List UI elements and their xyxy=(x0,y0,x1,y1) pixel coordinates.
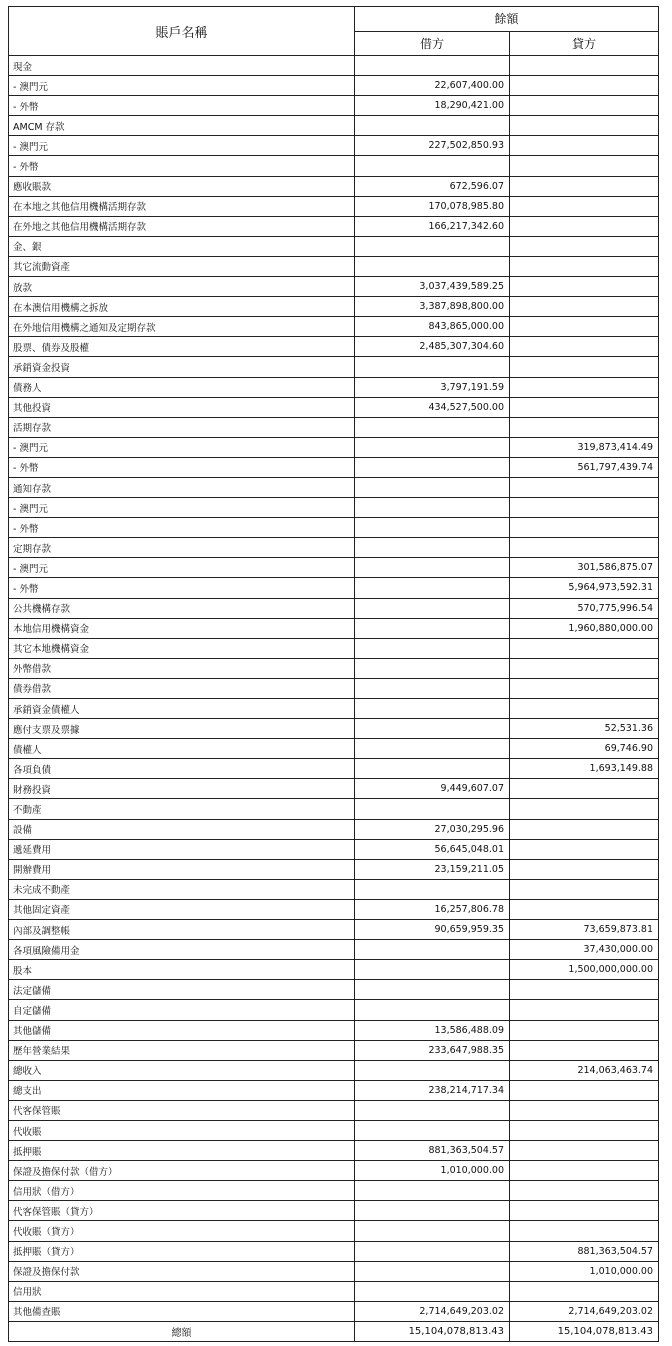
debit-cell xyxy=(355,960,510,980)
credit-cell xyxy=(510,638,659,658)
account-name-cell: 其他備查賬 xyxy=(9,1301,355,1321)
table-row xyxy=(9,618,659,638)
debit-cell xyxy=(355,799,510,819)
credit-cell xyxy=(510,779,659,799)
account-name-cell: 各項負債 xyxy=(9,759,355,779)
debit-cell xyxy=(355,658,510,678)
debit-cell xyxy=(355,678,510,698)
account-name-cell: 代客保管賬（貸方） xyxy=(9,1201,355,1221)
account-name-cell: 未完成不動產 xyxy=(9,879,355,899)
debit-cell: 3,037,439,589.25 xyxy=(355,277,510,297)
table-row xyxy=(9,940,659,960)
table-row xyxy=(9,1020,659,1040)
table-row xyxy=(9,960,659,980)
table-body xyxy=(9,56,659,1322)
credit-cell: 881,363,504.57 xyxy=(510,1241,659,1261)
account-name-cell: 通知存款 xyxy=(9,477,355,497)
table-row xyxy=(9,1141,659,1161)
table-row xyxy=(9,317,659,337)
credit-cell: 1,500,000,000.00 xyxy=(510,960,659,980)
account-name-cell: 信用狀 xyxy=(9,1281,355,1301)
account-name-cell: 公共機構存款 xyxy=(9,598,355,618)
table-row xyxy=(9,1241,659,1261)
account-name-cell: 其他儲備 xyxy=(9,1020,355,1040)
table-row xyxy=(9,377,659,397)
table-row xyxy=(9,518,659,538)
credit-cell: 1,960,880,000.00 xyxy=(510,618,659,638)
table-row xyxy=(9,1100,659,1120)
table-row xyxy=(9,477,659,497)
debit-cell xyxy=(355,417,510,437)
account-name-cell: 股票、債券及股權 xyxy=(9,337,355,357)
account-name-cell: 放款 xyxy=(9,277,355,297)
header-debit: 借方 xyxy=(355,31,510,56)
credit-cell xyxy=(510,1161,659,1181)
header-balance: 餘額 xyxy=(355,7,659,32)
debit-cell xyxy=(355,1281,510,1301)
credit-cell xyxy=(510,357,659,377)
credit-cell xyxy=(510,176,659,196)
table-row xyxy=(9,176,659,196)
debit-cell: 2,714,649,203.02 xyxy=(355,1301,510,1321)
debit-cell xyxy=(355,719,510,739)
credit-cell xyxy=(510,56,659,76)
table-row xyxy=(9,256,659,276)
account-name-cell: AMCM 存款 xyxy=(9,116,355,136)
table-row xyxy=(9,819,659,839)
debit-cell xyxy=(355,739,510,759)
account-name-cell: - 澳門元 xyxy=(9,136,355,156)
table-row xyxy=(9,437,659,457)
account-name-cell: 代客保管賬 xyxy=(9,1100,355,1120)
account-name-cell: 債權人 xyxy=(9,739,355,759)
table-row xyxy=(9,1181,659,1201)
credit-cell xyxy=(510,658,659,678)
credit-cell: 52,531.36 xyxy=(510,719,659,739)
debit-cell xyxy=(355,498,510,518)
account-name-cell: 抵押賬（貸方） xyxy=(9,1241,355,1261)
table-row xyxy=(9,759,659,779)
credit-cell: 319,873,414.49 xyxy=(510,437,659,457)
table-row xyxy=(9,839,659,859)
account-name-cell: 在外地之其他信用機構活期存款 xyxy=(9,216,355,236)
account-name-cell: 現金 xyxy=(9,56,355,76)
account-name-cell: - 外幣 xyxy=(9,457,355,477)
credit-cell xyxy=(510,678,659,698)
credit-cell xyxy=(510,337,659,357)
account-name-cell: 承銷資金投資 xyxy=(9,357,355,377)
credit-cell xyxy=(510,1120,659,1140)
total-debit: 15,104,078,813.43 xyxy=(355,1321,510,1341)
debit-cell: 18,290,421.00 xyxy=(355,96,510,116)
table-row xyxy=(9,678,659,698)
debit-cell xyxy=(355,699,510,719)
header-account-name: 賬戶名稱 xyxy=(9,7,355,56)
debit-cell: 2,485,307,304.60 xyxy=(355,337,510,357)
debit-cell xyxy=(355,1241,510,1261)
account-name-cell: 在本澳信用機構之拆放 xyxy=(9,297,355,317)
debit-cell: 227,502,850.93 xyxy=(355,136,510,156)
credit-cell xyxy=(510,899,659,919)
credit-cell xyxy=(510,216,659,236)
account-name-cell: 抵押賬 xyxy=(9,1141,355,1161)
debit-cell xyxy=(355,759,510,779)
table-row xyxy=(9,417,659,437)
balance-table xyxy=(8,6,659,1342)
table-row xyxy=(9,136,659,156)
debit-cell xyxy=(355,598,510,618)
debit-cell: 56,645,048.01 xyxy=(355,839,510,859)
account-name-cell: - 澳門元 xyxy=(9,498,355,518)
account-name-cell: 保證及擔保付款（借方） xyxy=(9,1161,355,1181)
debit-cell xyxy=(355,1181,510,1201)
credit-cell xyxy=(510,699,659,719)
table-row xyxy=(9,397,659,417)
table-row xyxy=(9,1000,659,1020)
debit-cell: 166,217,342.60 xyxy=(355,216,510,236)
table-row xyxy=(9,76,659,96)
debit-cell: 434,527,500.00 xyxy=(355,397,510,417)
credit-cell xyxy=(510,236,659,256)
table-row xyxy=(9,1080,659,1100)
table-row xyxy=(9,799,659,819)
credit-cell: 1,010,000.00 xyxy=(510,1261,659,1281)
account-name-cell: 債務人 xyxy=(9,377,355,397)
account-name-cell: 承銷資金債權人 xyxy=(9,699,355,719)
table-row xyxy=(9,156,659,176)
account-name-cell: 在外地信用機構之通知及定期存款 xyxy=(9,317,355,337)
debit-cell xyxy=(355,56,510,76)
account-name-cell: 信用狀（借方） xyxy=(9,1181,355,1201)
debit-cell xyxy=(355,437,510,457)
table-row xyxy=(9,1120,659,1140)
debit-cell: 23,159,211.05 xyxy=(355,859,510,879)
credit-cell: 69,746.90 xyxy=(510,739,659,759)
credit-cell xyxy=(510,1201,659,1221)
account-name-cell: 歷年營業結果 xyxy=(9,1040,355,1060)
account-name-cell: - 外幣 xyxy=(9,96,355,116)
credit-cell xyxy=(510,1221,659,1241)
debit-cell xyxy=(355,980,510,1000)
debit-cell: 672,596.07 xyxy=(355,176,510,196)
account-name-cell: 本地信用機構資金 xyxy=(9,618,355,638)
debit-cell: 90,659,959.35 xyxy=(355,920,510,940)
account-name-cell: - 外幣 xyxy=(9,578,355,598)
debit-cell xyxy=(355,1221,510,1241)
account-name-cell: 財務投資 xyxy=(9,779,355,799)
debit-cell: 3,387,898,800.00 xyxy=(355,297,510,317)
account-name-cell: 債券借款 xyxy=(9,678,355,698)
debit-cell: 16,257,806.78 xyxy=(355,899,510,919)
account-name-cell: 金、銀 xyxy=(9,236,355,256)
table-row xyxy=(9,1201,659,1221)
account-name-cell: 設備 xyxy=(9,819,355,839)
credit-cell xyxy=(510,297,659,317)
table-row xyxy=(9,357,659,377)
debit-cell: 170,078,985.80 xyxy=(355,196,510,216)
table-row xyxy=(9,658,659,678)
credit-cell: 1,693,149.88 xyxy=(510,759,659,779)
credit-cell xyxy=(510,1181,659,1201)
account-name-cell: - 外幣 xyxy=(9,156,355,176)
debit-cell: 9,449,607.07 xyxy=(355,779,510,799)
debit-cell: 22,607,400.00 xyxy=(355,76,510,96)
account-name-cell: 代收賬（貸方） xyxy=(9,1221,355,1241)
debit-cell xyxy=(355,1060,510,1080)
table-row xyxy=(9,920,659,940)
credit-cell: 73,659,873.81 xyxy=(510,920,659,940)
credit-cell xyxy=(510,799,659,819)
credit-cell: 5,964,973,592.31 xyxy=(510,578,659,598)
debit-cell xyxy=(355,1100,510,1120)
debit-cell xyxy=(355,1120,510,1140)
table-row xyxy=(9,980,659,1000)
account-name-cell: 股本 xyxy=(9,960,355,980)
credit-cell xyxy=(510,1020,659,1040)
credit-cell xyxy=(510,417,659,437)
table-row xyxy=(9,96,659,116)
table-row xyxy=(9,457,659,477)
table-row xyxy=(9,498,659,518)
credit-cell xyxy=(510,879,659,899)
table-row xyxy=(9,236,659,256)
credit-cell xyxy=(510,76,659,96)
table-row xyxy=(9,859,659,879)
debit-cell xyxy=(355,538,510,558)
account-name-cell: 總支出 xyxy=(9,1080,355,1100)
credit-cell xyxy=(510,96,659,116)
account-name-cell: 內部及調整帳 xyxy=(9,920,355,940)
credit-cell xyxy=(510,397,659,417)
table-row xyxy=(9,638,659,658)
credit-cell xyxy=(510,1281,659,1301)
account-name-cell: 外幣借款 xyxy=(9,658,355,678)
credit-cell xyxy=(510,196,659,216)
header-credit: 貸方 xyxy=(510,31,659,56)
credit-cell: 570,775,996.54 xyxy=(510,598,659,618)
total-row xyxy=(9,1321,659,1341)
credit-cell xyxy=(510,980,659,1000)
debit-cell: 3,797,191.59 xyxy=(355,377,510,397)
credit-cell xyxy=(510,1040,659,1060)
table-row xyxy=(9,297,659,317)
credit-cell xyxy=(510,538,659,558)
table-row xyxy=(9,1301,659,1321)
account-name-cell: 其它流動資產 xyxy=(9,256,355,276)
table-row xyxy=(9,1040,659,1060)
account-name-cell: - 澳門元 xyxy=(9,437,355,457)
table-row xyxy=(9,1281,659,1301)
table-row xyxy=(9,739,659,759)
credit-cell xyxy=(510,477,659,497)
account-name-cell: 總收入 xyxy=(9,1060,355,1080)
balance-sheet xyxy=(8,6,658,1342)
account-name-cell: 開辦費用 xyxy=(9,859,355,879)
credit-cell xyxy=(510,1141,659,1161)
account-name-cell: 應付支票及票據 xyxy=(9,719,355,739)
credit-cell xyxy=(510,1100,659,1120)
account-name-cell: - 外幣 xyxy=(9,518,355,538)
table-row xyxy=(9,578,659,598)
credit-cell xyxy=(510,256,659,276)
table-row xyxy=(9,699,659,719)
account-name-cell: 定期存款 xyxy=(9,538,355,558)
table-row xyxy=(9,558,659,578)
credit-cell xyxy=(510,839,659,859)
table-row xyxy=(9,337,659,357)
table-row xyxy=(9,1161,659,1181)
credit-cell xyxy=(510,377,659,397)
table-row xyxy=(9,719,659,739)
debit-cell xyxy=(355,558,510,578)
credit-cell xyxy=(510,1080,659,1100)
credit-cell: 2,714,649,203.02 xyxy=(510,1301,659,1321)
account-name-cell: 自定儲備 xyxy=(9,1000,355,1020)
account-name-cell: 在本地之其他信用機構活期存款 xyxy=(9,196,355,216)
debit-cell: 27,030,295.96 xyxy=(355,819,510,839)
debit-cell xyxy=(355,879,510,899)
table-row xyxy=(9,1060,659,1080)
credit-cell: 37,430,000.00 xyxy=(510,940,659,960)
account-name-cell: 代收賬 xyxy=(9,1120,355,1140)
debit-cell xyxy=(355,116,510,136)
debit-cell xyxy=(355,578,510,598)
debit-cell xyxy=(355,940,510,960)
account-name-cell: 其他投資 xyxy=(9,397,355,417)
debit-cell xyxy=(355,156,510,176)
debit-cell xyxy=(355,1000,510,1020)
table-row xyxy=(9,899,659,919)
credit-cell xyxy=(510,156,659,176)
table-row xyxy=(9,779,659,799)
account-name-cell: 保證及擔保付款 xyxy=(9,1261,355,1281)
table-row xyxy=(9,196,659,216)
credit-cell xyxy=(510,518,659,538)
debit-cell xyxy=(355,457,510,477)
table-row xyxy=(9,1261,659,1281)
credit-cell xyxy=(510,859,659,879)
account-name-cell: 應收賬款 xyxy=(9,176,355,196)
debit-cell xyxy=(355,236,510,256)
debit-cell: 238,214,717.34 xyxy=(355,1080,510,1100)
credit-cell: 561,797,439.74 xyxy=(510,457,659,477)
debit-cell xyxy=(355,518,510,538)
credit-cell: 214,063,463.74 xyxy=(510,1060,659,1080)
credit-cell xyxy=(510,819,659,839)
debit-cell: 233,647,988.35 xyxy=(355,1040,510,1060)
debit-cell xyxy=(355,357,510,377)
table-row xyxy=(9,598,659,618)
credit-cell xyxy=(510,1000,659,1020)
account-name-cell: 各項風險備用金 xyxy=(9,940,355,960)
debit-cell xyxy=(355,1201,510,1221)
debit-cell xyxy=(355,638,510,658)
account-name-cell: 遞延費用 xyxy=(9,839,355,859)
debit-cell: 1,010,000.00 xyxy=(355,1161,510,1181)
credit-cell xyxy=(510,136,659,156)
account-name-cell: 其他固定資產 xyxy=(9,899,355,919)
total-credit: 15,104,078,813.43 xyxy=(510,1321,659,1341)
account-name-cell: 其它本地機構資金 xyxy=(9,638,355,658)
debit-cell xyxy=(355,1261,510,1281)
account-name-cell: 不動產 xyxy=(9,799,355,819)
account-name-cell: - 澳門元 xyxy=(9,76,355,96)
debit-cell xyxy=(355,618,510,638)
credit-cell: 301,586,875.07 xyxy=(510,558,659,578)
debit-cell xyxy=(355,477,510,497)
table-row xyxy=(9,538,659,558)
table-row xyxy=(9,56,659,76)
debit-cell: 13,586,488.09 xyxy=(355,1020,510,1040)
credit-cell xyxy=(510,277,659,297)
table-row xyxy=(9,216,659,236)
account-name-cell: - 澳門元 xyxy=(9,558,355,578)
table-row xyxy=(9,277,659,297)
table-row xyxy=(9,879,659,899)
debit-cell xyxy=(355,256,510,276)
credit-cell xyxy=(510,317,659,337)
account-name-cell: 活期存款 xyxy=(9,417,355,437)
table-row xyxy=(9,116,659,136)
total-label: 總額 xyxy=(9,1321,355,1341)
account-name-cell: 法定儲備 xyxy=(9,980,355,1000)
credit-cell xyxy=(510,116,659,136)
debit-cell: 843,865,000.00 xyxy=(355,317,510,337)
table-row xyxy=(9,1221,659,1241)
credit-cell xyxy=(510,498,659,518)
debit-cell: 881,363,504.57 xyxy=(355,1141,510,1161)
